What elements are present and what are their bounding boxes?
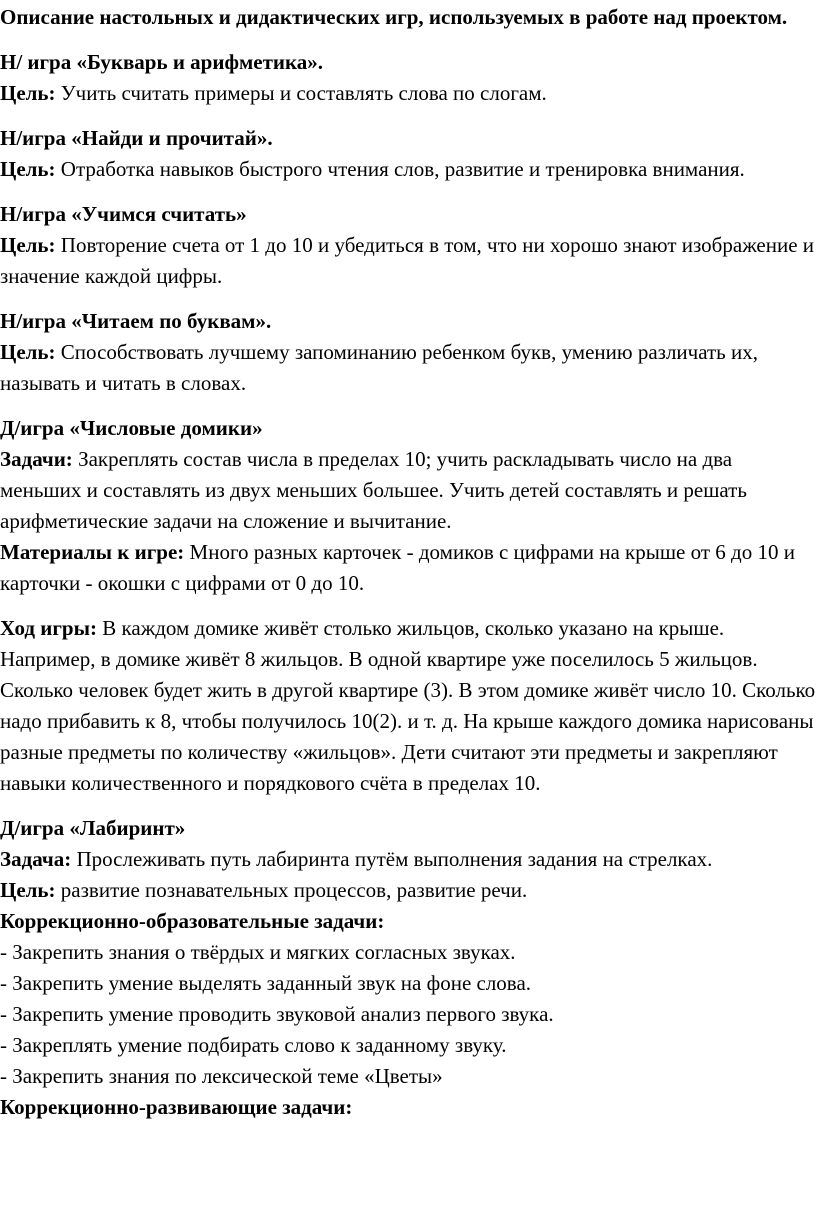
correction-dev-heading: Коррекционно-развивающие задачи:: [0, 1095, 353, 1119]
goal-text: развитие познавательных процессов, развитие речи.: [55, 878, 528, 902]
list-item: - Закрепить знания по лексической теме «Цветы»: [0, 1064, 443, 1088]
course-label: Ход игры:: [0, 616, 97, 640]
task-label: Задача:: [0, 847, 72, 871]
game-course: [0, 613, 816, 799]
goal-label: Цель:: [0, 157, 56, 181]
game-heading: Д/игра «Лабиринт»: [0, 816, 186, 840]
game-heading: Н/игра «Учимся считать»: [0, 202, 247, 226]
game-goal: [0, 154, 816, 185]
tasks-label: Задачи:: [0, 447, 73, 471]
game-goal: [0, 875, 816, 906]
list-item: - Закрепить умение выделять заданный звук на фоне слова.: [0, 971, 532, 995]
correction-edu-heading: Коррекционно-образовательные задачи:: [0, 909, 385, 933]
list-item: - Закреплять умение подбирать слово к заданному звуку.: [0, 1033, 507, 1057]
list-item: - Закрепить умение проводить звуковой анализ первого звука.: [0, 1002, 554, 1026]
game-heading: Н/игра «Читаем по буквам».: [0, 309, 272, 333]
materials-text: Много разных карточек - домиков с цифрами на крыше от 6 до 10 и карточки - окошки с цифрами от 0 до 10.: [0, 540, 795, 595]
game-heading: Н/игра «Найди и прочитай».: [0, 126, 273, 150]
game-section-chitaem: [0, 306, 816, 399]
game-tasks: [0, 444, 816, 537]
game-section-naydi: [0, 123, 816, 185]
game-section-labirint: [0, 813, 816, 1123]
game-goal: [0, 337, 816, 399]
game-course-section: [0, 613, 816, 799]
game-materials: [0, 537, 816, 599]
game-section-uchimsya: [0, 199, 816, 292]
document-title: Описание настольных и дидактических игр, используемых в работе над проектом.: [0, 5, 788, 29]
game-task: [0, 844, 816, 875]
game-goal: [0, 78, 816, 109]
game-section-chislovye-domiki: [0, 413, 816, 599]
goal-text: Отработка навыков быстрого чтения слов, развитие и тренировка внимания.: [55, 157, 745, 181]
game-section-bukvar: [0, 47, 816, 109]
course-text: В каждом домике живёт столько жильцов, сколько указано на крыше. Например, в домике живёт 8 жильцов. В одной квартире уже поселилось 5 жильцов. Сколько человек будет жить в другой квартире (3). В этом домике живёт число 10. Сколько надо прибавить к 8, чтобы получилось 10(2). и т. д. На крыше каждого домика нарисованы разные предметы по количеству «жильцов». Дети считают эти предметы и закрепляют навыки количественного и порядкового счёта в пределах 10.: [0, 616, 816, 795]
game-heading: Д/игра «Числовые домики»: [0, 416, 263, 440]
goal-label: Цель:: [0, 878, 56, 902]
materials-label: Материалы к игре:: [0, 540, 185, 564]
task-text: Прослеживать путь лабиринта путём выполнения задания на стрелках.: [71, 847, 713, 871]
game-heading: Н/ игра «Букварь и арифметика».: [0, 50, 324, 74]
list-item: - Закрепить знания о твёрдых и мягких согласных звуках.: [0, 940, 516, 964]
game-goal: [0, 230, 816, 292]
goal-label: Цель:: [0, 233, 56, 257]
goal-label: Цель:: [0, 81, 56, 105]
tasks-text: Закреплять состав числа в пределах 10; учить раскладывать число на два меньших и составлять из двух меньших большее. Учить детей составлять и решать арифметические задачи на сложение и вычитание.: [0, 447, 747, 533]
goal-text: Способствовать лучшему запоминанию ребенком букв, умению различать их, называть и читать в словах.: [0, 340, 758, 395]
goal-text: Учить считать примеры и составлять слова по слогам.: [55, 81, 547, 105]
goal-text: Повторение счета от 1 до 10 и убедиться в том, что ни хорошо знают изображение и значение каждой цифры.: [0, 233, 815, 288]
goal-label: Цель:: [0, 340, 56, 364]
document-page: [0, 2, 816, 1123]
